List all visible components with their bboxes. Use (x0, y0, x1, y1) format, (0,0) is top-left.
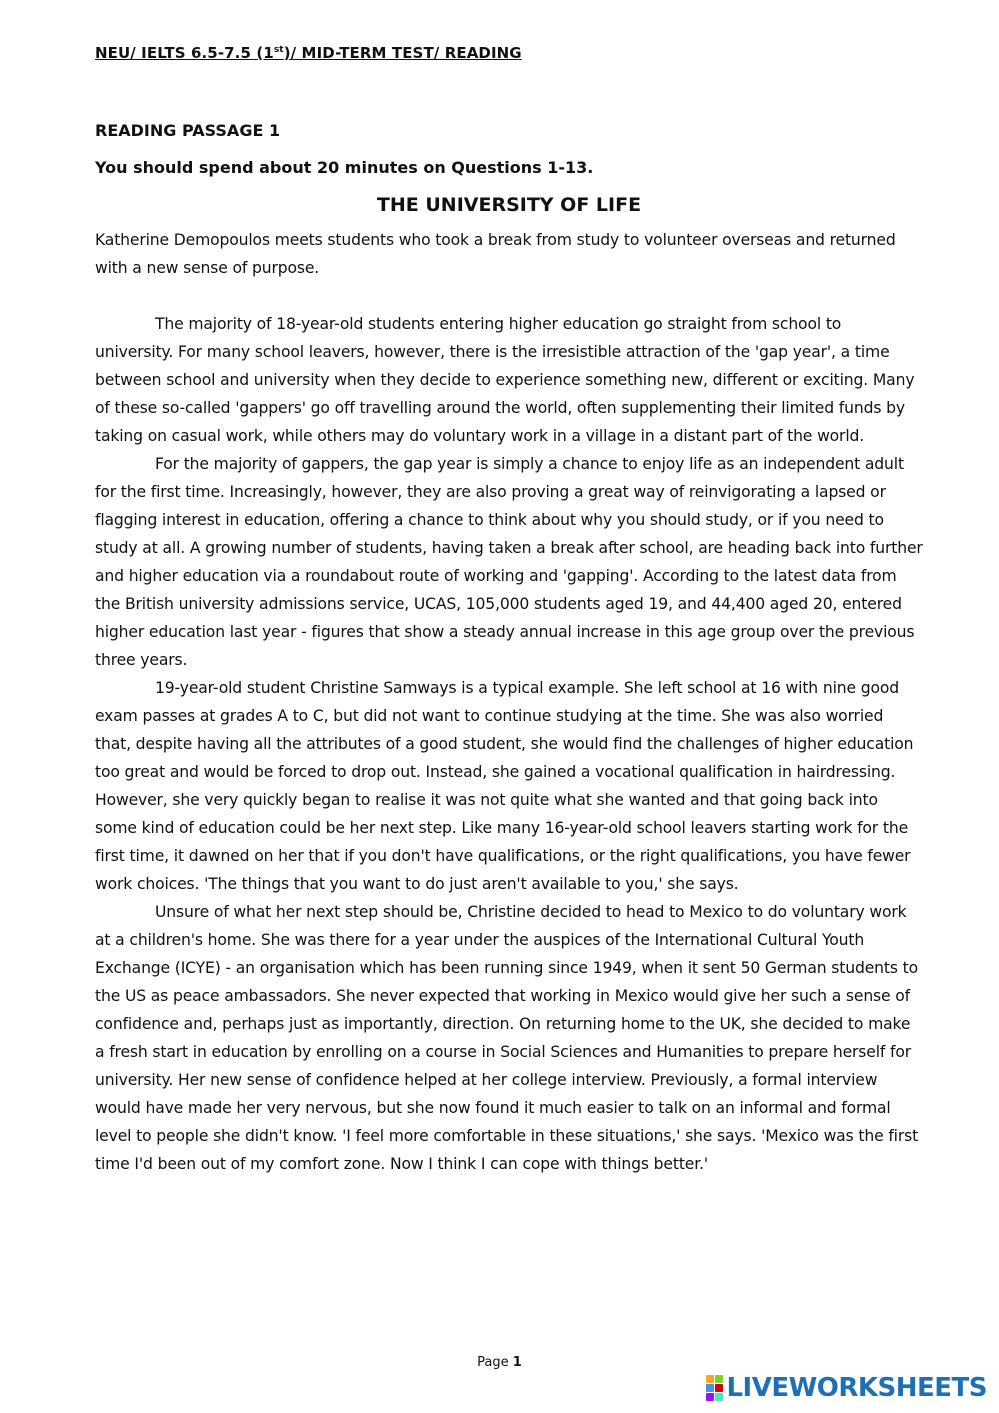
passage-label: READING PASSAGE 1 (95, 121, 281, 140)
instruction-text: You should spend about 20 minutes on Questions 1-13. (95, 158, 594, 177)
brand-text: LIVEWORKSHEETS (726, 1373, 987, 1403)
passage-body (95, 226, 923, 1178)
page-number: 1 (512, 1355, 522, 1370)
liveworksheets-logo-icon (706, 1375, 722, 1401)
header-suffix: )/ MID-TERM TEST/ READING (283, 44, 522, 62)
paragraph: 19-year-old student Christine Samways is a typical example. She left school at 16 with nine good exam passes at grades A to C, but did not want to continue studying at the time. She was also worried that, despite having all the attributes of a good student, she would find the challenges of higher education too great and would be forced to drop out. Instead, she gained a vocational qualification in hairdressing. However, she very quickly began to realise it was not quite what she wanted and that going back into some kind of education could be her next step. Like many 16-year-old school leavers starting work for the first time, it dawned on her that if you don't have qualifications, or the right qualifications, you have fewer work choices. 'The things that you want to do just aren't available to you,' she says. (95, 679, 914, 893)
document-header (95, 44, 522, 62)
intro-paragraph: Katherine Demopoulos meets students who took a break from study to volunteer overseas and returned with a new sense of purpose. (95, 231, 896, 277)
header-prefix: NEU/ IELTS 6.5-7.5 (1 (95, 44, 274, 62)
paragraph: For the majority of gappers, the gap year is simply a chance to enjoy life as an independent adult for the first time. Increasingly, however, they are also proving a great way of reinvigorating a lapsed or flagging interest in education, offering a chance to think about why you should study, or if you need to study at all. A growing number of students, having taken a break after school, are heading back into further and higher education via a roundabout route of working and 'gapping'. According to the latest data from the British university admissions service, UCAS, 105,000 students aged 19, and 44,400 aged 20, entered higher education last year - figures that show a steady annual increase in this age group over the previous three years. (95, 455, 923, 669)
header-superscript: st (273, 45, 284, 55)
passage-title: THE UNIVERSITY OF LIFE (376, 194, 642, 216)
brand-watermark[interactable] (706, 1373, 987, 1403)
page-footer (0, 1355, 999, 1370)
paragraph: Unsure of what her next step should be, Christine decided to head to Mexico to do voluntary work at a children's home. She was there for a year under the auspices of the International Cultural Youth Exchange (ICYE) - an organisation which has been running since 1949, when it sent 50 German students to the US as peace ambassadors. She never expected that working in Mexico would give her such a sense of confidence and, perhaps just as importantly, direction. On returning home to the UK, she decided to make a fresh start in education by enrolling on a course in Social Sciences and Humanities to prepare herself for university. Her new sense of confidence helped at her college interview. Previously, a formal interview would have made her very nervous, but she now found it much easier to talk on an informal and formal level to people she didn't know. 'I feel more comfortable in these situations,' she says. 'Mexico was the first time I'd been out of my comfort zone. Now I think I can cope with things better.' (95, 903, 919, 1173)
paragraph: The majority of 18-year-old students entering higher education go straight from school to university. For many school leavers, however, there is the irresistible attraction of the 'gap year', a time between school and university when they decide to experience something new, different or exciting. Many of these so-called 'gappers' go off travelling around the world, often supplementing their limited funds by taking on casual work, while others may do voluntary work in a village in a distant part of the world. (95, 315, 915, 445)
page-label: Page (477, 1355, 509, 1370)
